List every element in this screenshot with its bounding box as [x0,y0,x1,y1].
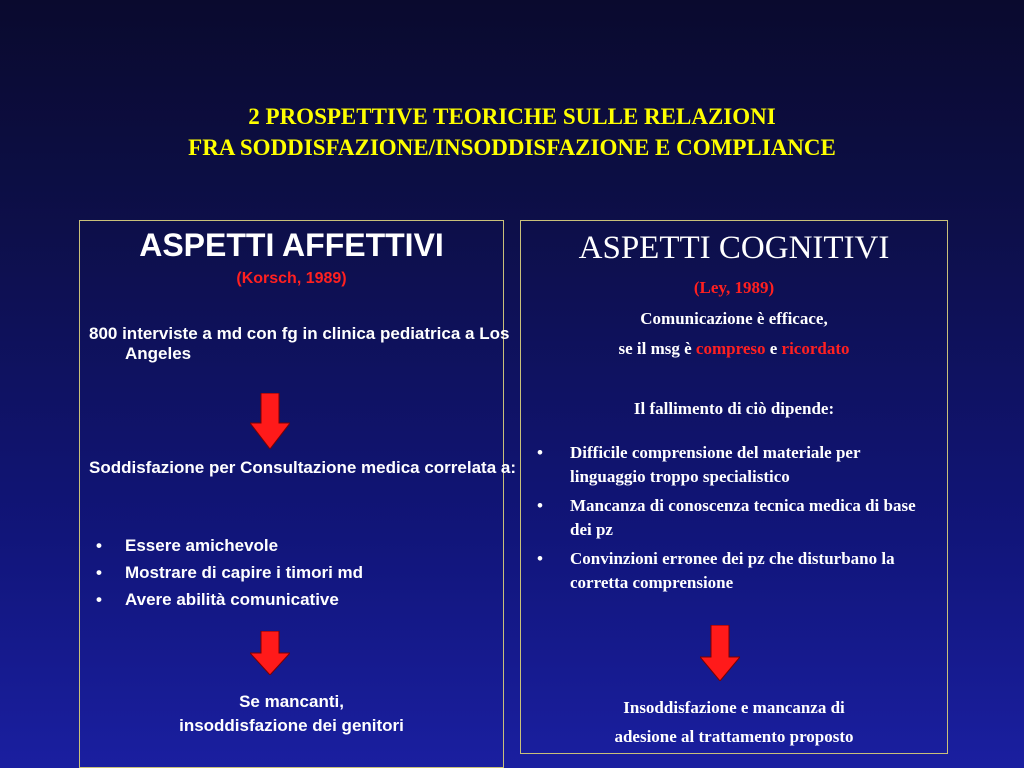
list-item-text: Avere abilità comunicative [125,590,339,609]
cognitive-failure-line: Il fallimento di ciò dipende: [633,399,835,418]
cognitive-bullet-list [530,441,936,600]
list-item [89,559,489,586]
bullet-marker: • [537,549,543,568]
cognitive-conclusion-line-1: Insoddisfazione e mancanza di [623,698,845,717]
list-item [530,494,936,542]
bullet-marker: • [96,563,102,582]
list-item [89,532,489,559]
affective-conclusion-line-1: Se mancanti, [239,692,344,711]
list-item-text: Difficile comprensione del materiale per linguaggio troppo specialistico [570,443,861,486]
cognitive-citation: (Ley, 1989) [693,278,775,297]
list-item-text: Mostrare di capire i timori md [125,563,364,582]
affective-bullet-list [89,532,489,613]
condition-prefix: se il msg è [618,339,696,358]
affective-study-text: 800 interviste a md con fg in clinica pediatrica a Los Angeles [89,324,510,363]
affective-aspects-panel [79,220,516,768]
cognitive-condition-line [521,338,947,360]
bullet-marker: • [96,590,102,609]
list-item-text: Convinzioni erronee dei pz che disturbano la corretta comprensione [570,549,895,592]
bullet-marker: • [537,496,543,515]
list-item-text: Mancanza di conoscenza tecnica medica di base dei pz [570,496,916,539]
slide-title-line-1: 2 PROSPETTIVE TEORICHE SULLE RELAZIONI [248,104,776,129]
slide-title [0,101,1024,163]
affective-satisfaction-text: Soddisfazione per Consultazione medica correlata a: [89,458,516,477]
list-item [530,441,936,489]
cognitive-conclusion [521,693,947,751]
bullet-marker: • [96,536,102,555]
down-arrow-icon [700,625,740,681]
affective-heading: ASPETTI AFFETTIVI [139,227,444,263]
condition-remembered: ricordato [781,339,850,358]
condition-understood: compreso [695,339,766,358]
cognitive-conclusion-line-2: adesione al trattamento proposto [614,727,854,746]
list-item [530,547,936,595]
condition-and: e [765,339,782,358]
list-item-text: Essere amichevole [125,536,279,555]
affective-conclusion [80,690,503,738]
cognitive-aspects-panel [520,220,948,754]
down-arrow-icon [250,393,290,449]
down-arrow-icon [250,631,290,675]
affective-citation: (Korsch, 1989) [236,270,347,287]
affective-conclusion-line-2: insoddisfazione dei genitori [179,716,404,735]
cognitive-effective-line: Comunicazione è efficace, [640,309,828,328]
bullet-marker: • [537,443,543,462]
slide-title-line-2: FRA SODDISFAZIONE/INSODDISFAZIONE E COMPLIANCE [188,135,836,160]
list-item [89,586,489,613]
cognitive-heading: ASPETTI COGNITIVI [578,230,890,266]
